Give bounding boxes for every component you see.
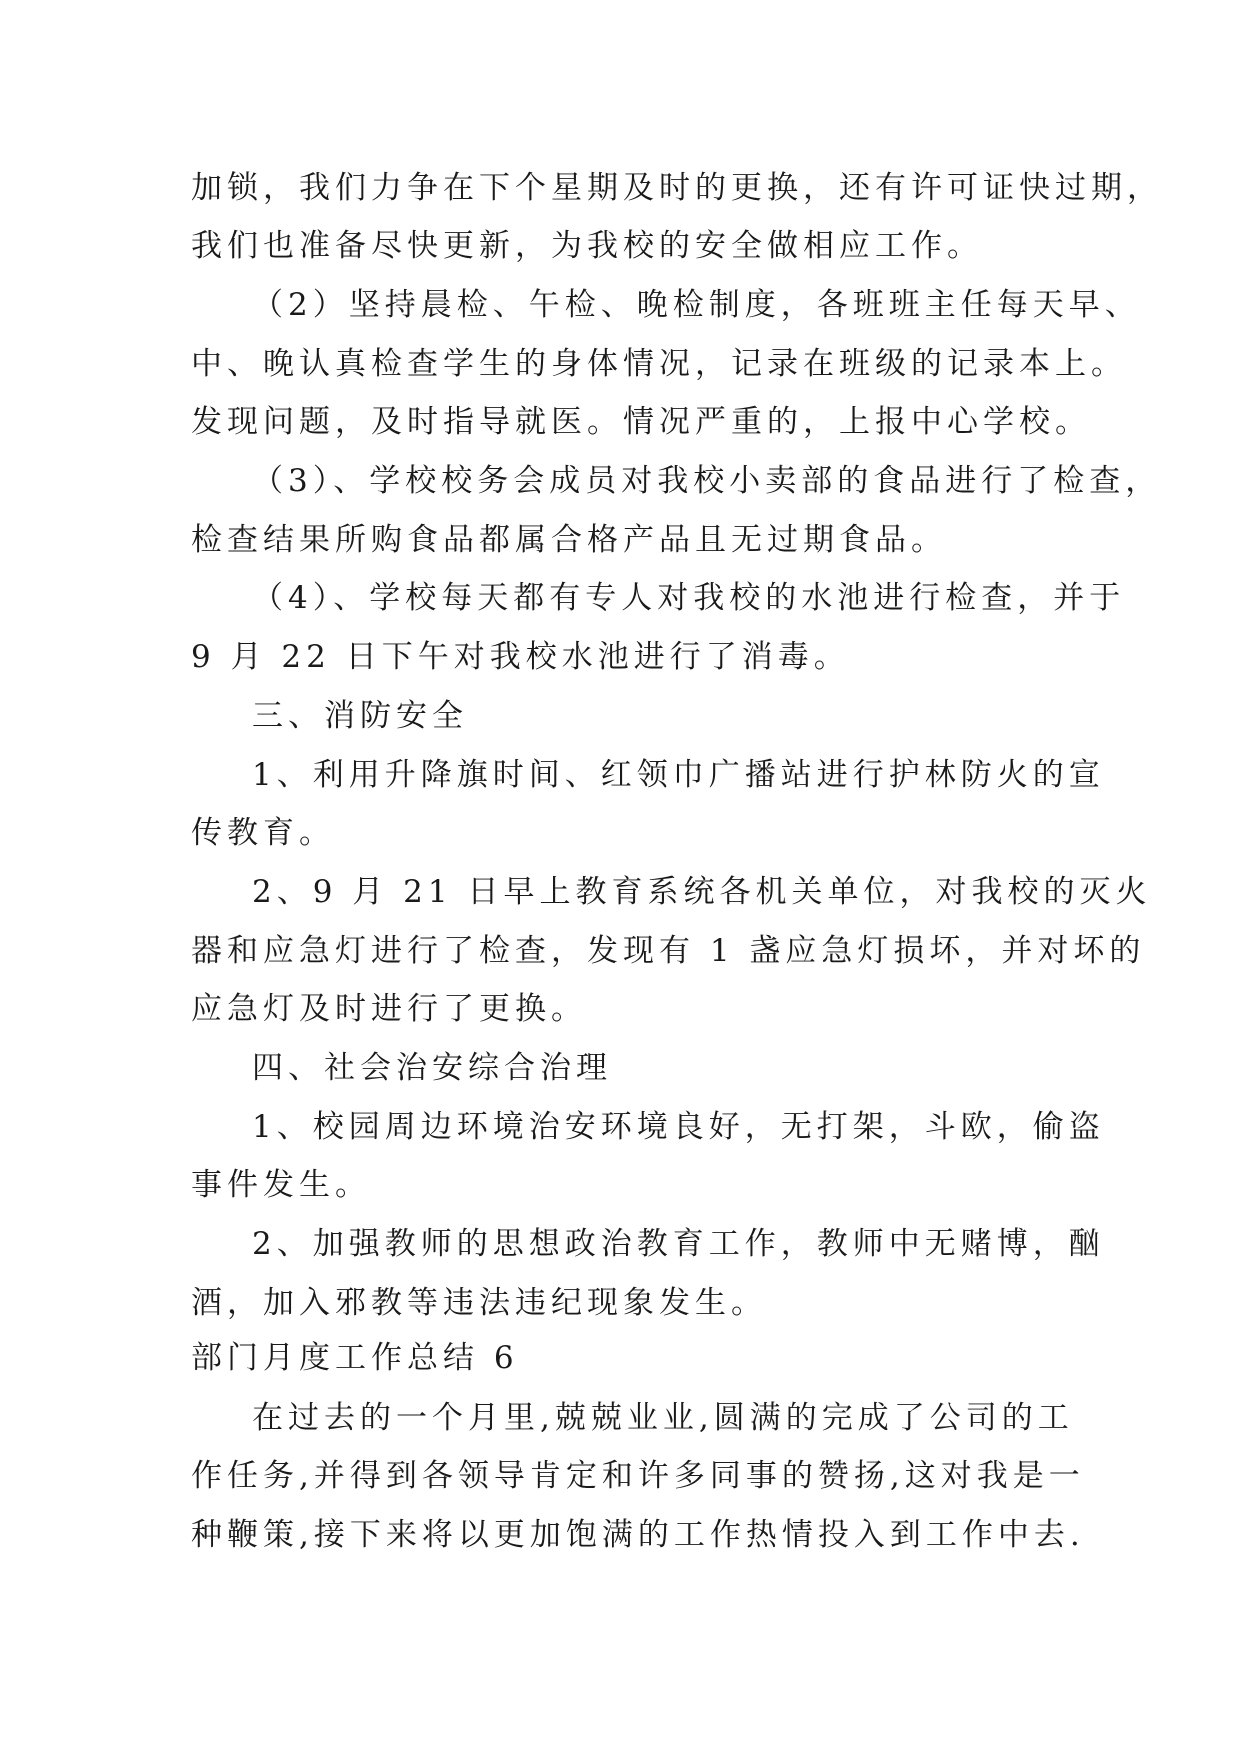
- body-text-line: 器和应急灯进行了检查，发现有 1 盏应急灯损坏，并对坏的: [191, 933, 1146, 969]
- list-item-2-line: （2）坚持晨检、午检、晚检制度，各班班主任每天早、: [252, 287, 1141, 323]
- body-text-line: 发现问题，及时指导就医。情况严重的，上报中心学校。: [191, 404, 1091, 440]
- body-text-line: 我们也准备尽快更新，为我校的安全做相应工作。: [191, 228, 983, 264]
- body-text-line: 应急灯及时进行了更换。: [191, 991, 587, 1027]
- list-item-line: 1、校园周边环境治安环境良好，无打架，斗欧，偷盗: [252, 1109, 1105, 1145]
- list-item-3-line: （3）、学校校务会成员对我校小卖部的食品进行了检查，: [252, 463, 1162, 499]
- section-heading-public-order: 四、社会治安综合治理: [252, 1050, 612, 1086]
- section-heading-fire-safety: 三、消防安全: [252, 698, 468, 734]
- list-item-4-line: （4）、学校每天都有专人对我校的水池进行检查，并于: [252, 580, 1126, 616]
- body-text-line: 传教育。: [191, 815, 335, 851]
- body-text-line: 种鞭策,接下来将以更加饱满的工作热情投入到工作中去.: [191, 1517, 1085, 1553]
- article-title: 部门月度工作总结 6: [191, 1340, 519, 1376]
- list-item-line: 1、利用升降旗时间、红领巾广播站进行护林防火的宣: [252, 757, 1105, 793]
- body-text-line: 检查结果所购食品都属合格产品且无过期食品。: [191, 522, 947, 558]
- body-text-line: 事件发生。: [191, 1167, 371, 1203]
- body-text-line: 加锁，我们力争在下个星期及时的更换，还有许可证快过期，: [191, 170, 1163, 206]
- list-item-line: 2、9 月 21 日早上教育系统各机关单位，对我校的灭火: [252, 874, 1152, 910]
- list-item-line: 2、加强教师的思想政治教育工作，教师中无赌博，酗: [252, 1226, 1105, 1262]
- body-text-line: 酒，加入邪教等违法违纪现象发生。: [191, 1285, 767, 1321]
- body-text-line: 在过去的一个月里,兢兢业业,圆满的完成了公司的工: [252, 1400, 1074, 1436]
- body-text-line: 中、晚认真检查学生的身体情况，记录在班级的记录本上。: [191, 346, 1127, 382]
- body-text-line: 作任务,并得到各领导肯定和许多同事的赞扬,这对我是一: [191, 1458, 1085, 1494]
- body-text-line: 9 月 22 日下午对我校水池进行了消毒。: [191, 639, 850, 675]
